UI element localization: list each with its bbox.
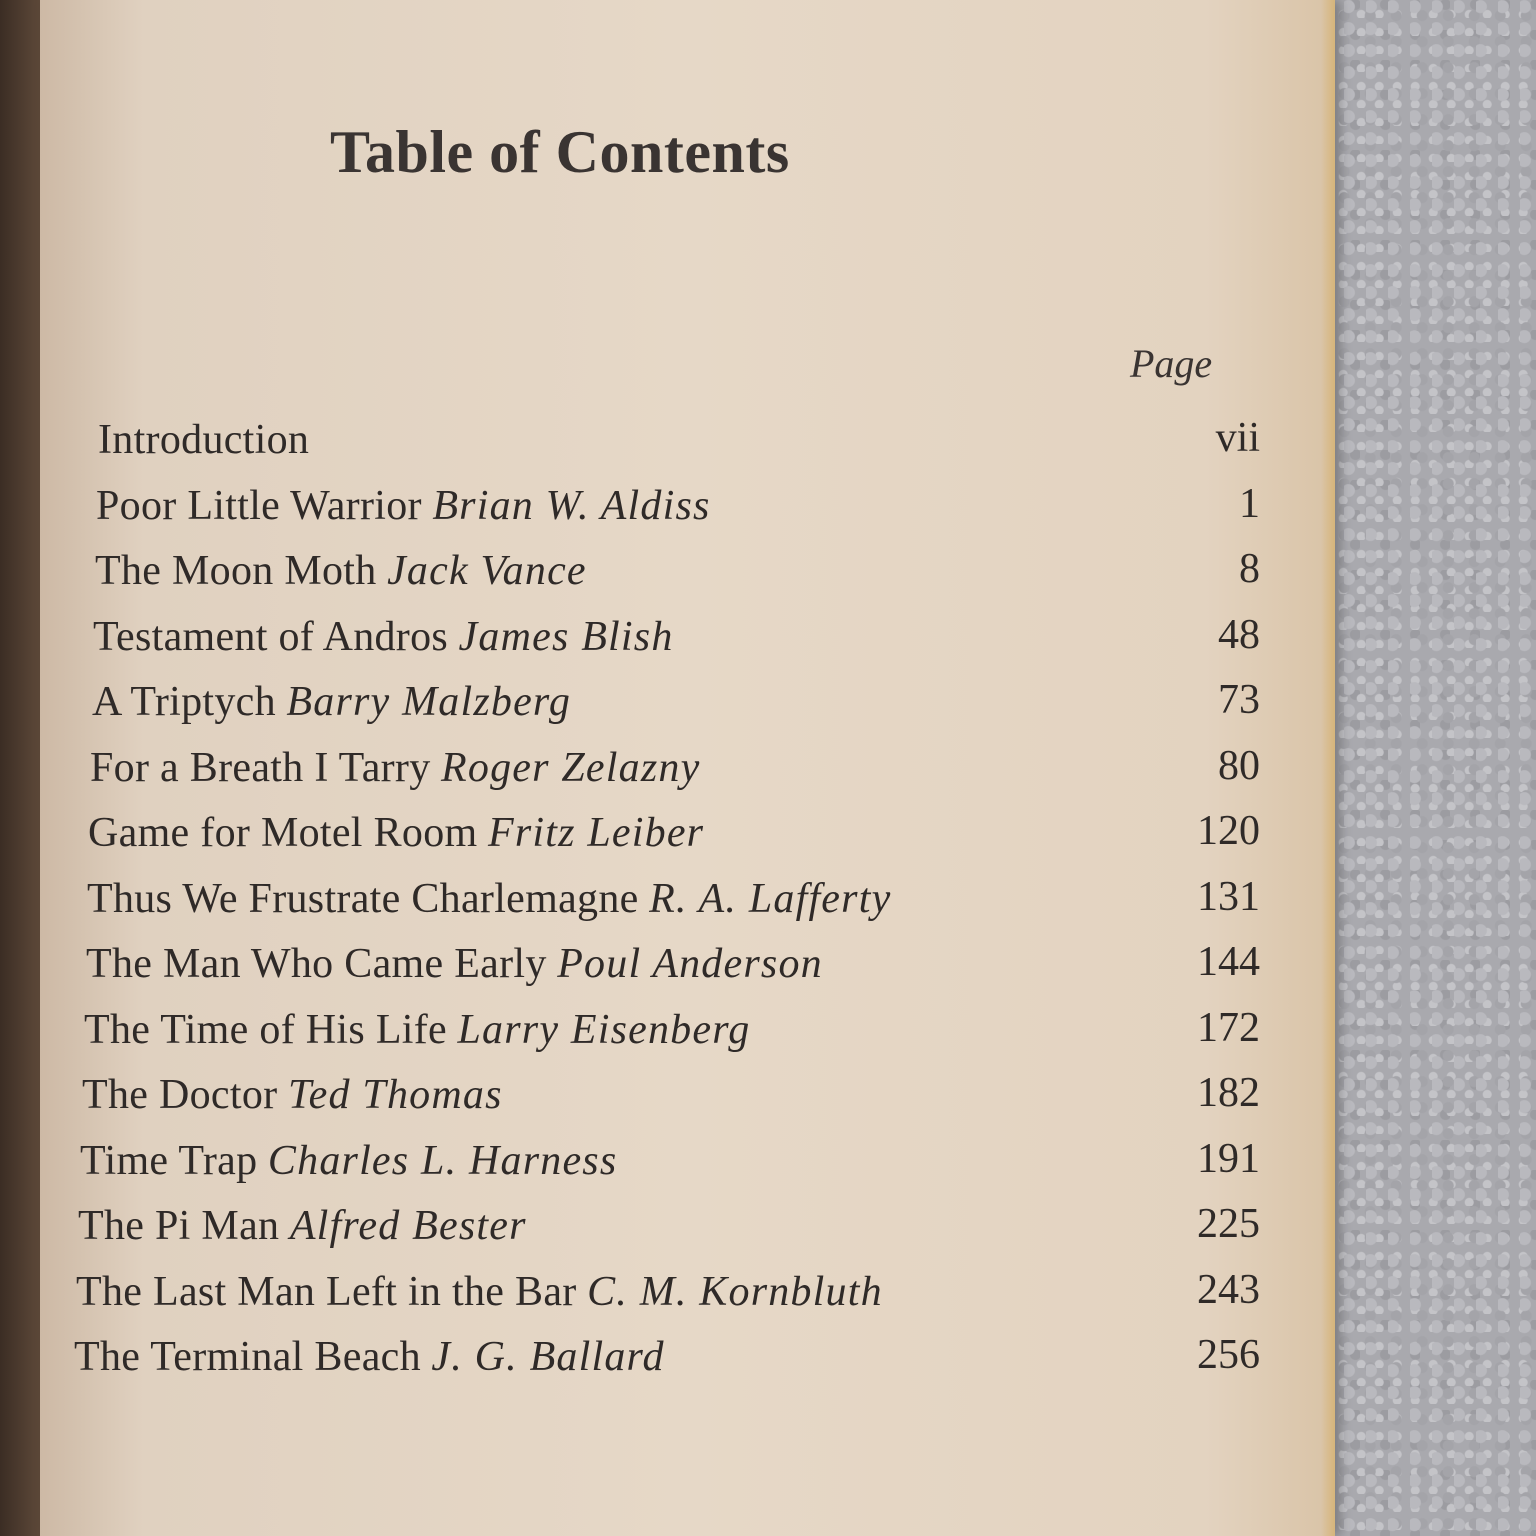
toc-entry [80, 1000, 1260, 1066]
toc-entry [80, 607, 1260, 673]
page-number: 182 [1197, 1070, 1260, 1116]
story-author: Larry Eisenberg [457, 1006, 751, 1053]
story-author: Barry Malzberg [286, 679, 572, 725]
toc-entry [80, 803, 1260, 869]
story-title: The Moon Moth [95, 548, 377, 594]
page-number: 1 [1239, 480, 1260, 527]
table-of-contents [74, 410, 1260, 1393]
page-number: 131 [1197, 873, 1260, 920]
story-author: Poul Anderson [557, 941, 823, 987]
story-author: R. A. Lafferty [649, 875, 892, 922]
story-title: The Man Who Came Early [86, 941, 547, 987]
story-title: For a Breath I Tarry [90, 744, 431, 791]
page-title: Table of Contents [330, 119, 790, 185]
story-title: Poor Little Warrior [96, 482, 422, 529]
toc-entry [76, 1262, 1260, 1328]
toc-entry [80, 1131, 1260, 1197]
page-edge [1321, 0, 1335, 1536]
story-author: Brian W. Aldiss [432, 482, 711, 529]
page-number: 172 [1197, 1004, 1260, 1051]
toc-entry [74, 1327, 1260, 1393]
toc-entry [80, 1065, 1260, 1131]
story-author: Charles L. Harness [267, 1137, 618, 1184]
story-author: C. M. Kornbluth [587, 1268, 883, 1315]
page-number: 243 [1197, 1266, 1260, 1313]
page-number: 8 [1239, 546, 1260, 592]
toc-entry [80, 541, 1260, 607]
page-number: 256 [1197, 1332, 1260, 1378]
toc-entry [80, 672, 1260, 738]
carpet-background [1300, 0, 1536, 1536]
story-author: James Blish [458, 613, 674, 660]
page-number: 73 [1218, 677, 1260, 723]
story-author: Alfred Bester [289, 1203, 527, 1249]
story-title: Game for Motel Room [88, 810, 478, 856]
story-title: The Time of His Life [84, 1006, 447, 1053]
story-author: Ted Thomas [287, 1072, 503, 1118]
story-title: The Pi Man [78, 1203, 280, 1249]
toc-entry [80, 476, 1260, 542]
story-title: A Triptych [92, 679, 276, 725]
page-number: 48 [1218, 611, 1260, 658]
story-title: Thus We Frustrate Charlemagne [87, 875, 639, 922]
page-number: 80 [1218, 742, 1260, 789]
toc-entry [80, 1196, 1260, 1262]
toc-entry [80, 410, 1260, 476]
toc-entry [80, 934, 1260, 1000]
story-title: Testament of Andros [93, 613, 449, 660]
story-title: Introduction [98, 417, 310, 463]
story-title: The Doctor [82, 1072, 278, 1118]
story-author: Jack Vance [387, 548, 587, 594]
toc-entry [80, 869, 1260, 935]
toc-entry [80, 738, 1260, 804]
story-title: The Last Man Left in the Bar [76, 1268, 577, 1315]
book-page [40, 0, 1335, 1536]
page-number: 144 [1197, 939, 1260, 985]
story-title: Time Trap [80, 1137, 258, 1184]
story-title: The Terminal Beach [74, 1334, 421, 1380]
page-number: 225 [1197, 1201, 1260, 1247]
story-author: J. G. Ballard [431, 1334, 665, 1380]
page-number: vii [1215, 415, 1260, 461]
story-author: Roger Zelazny [441, 744, 701, 791]
page-number: 120 [1197, 808, 1260, 854]
story-author: Fritz Leiber [487, 810, 705, 856]
page-column-header: Page [1130, 341, 1213, 386]
page-number: 191 [1197, 1135, 1260, 1182]
